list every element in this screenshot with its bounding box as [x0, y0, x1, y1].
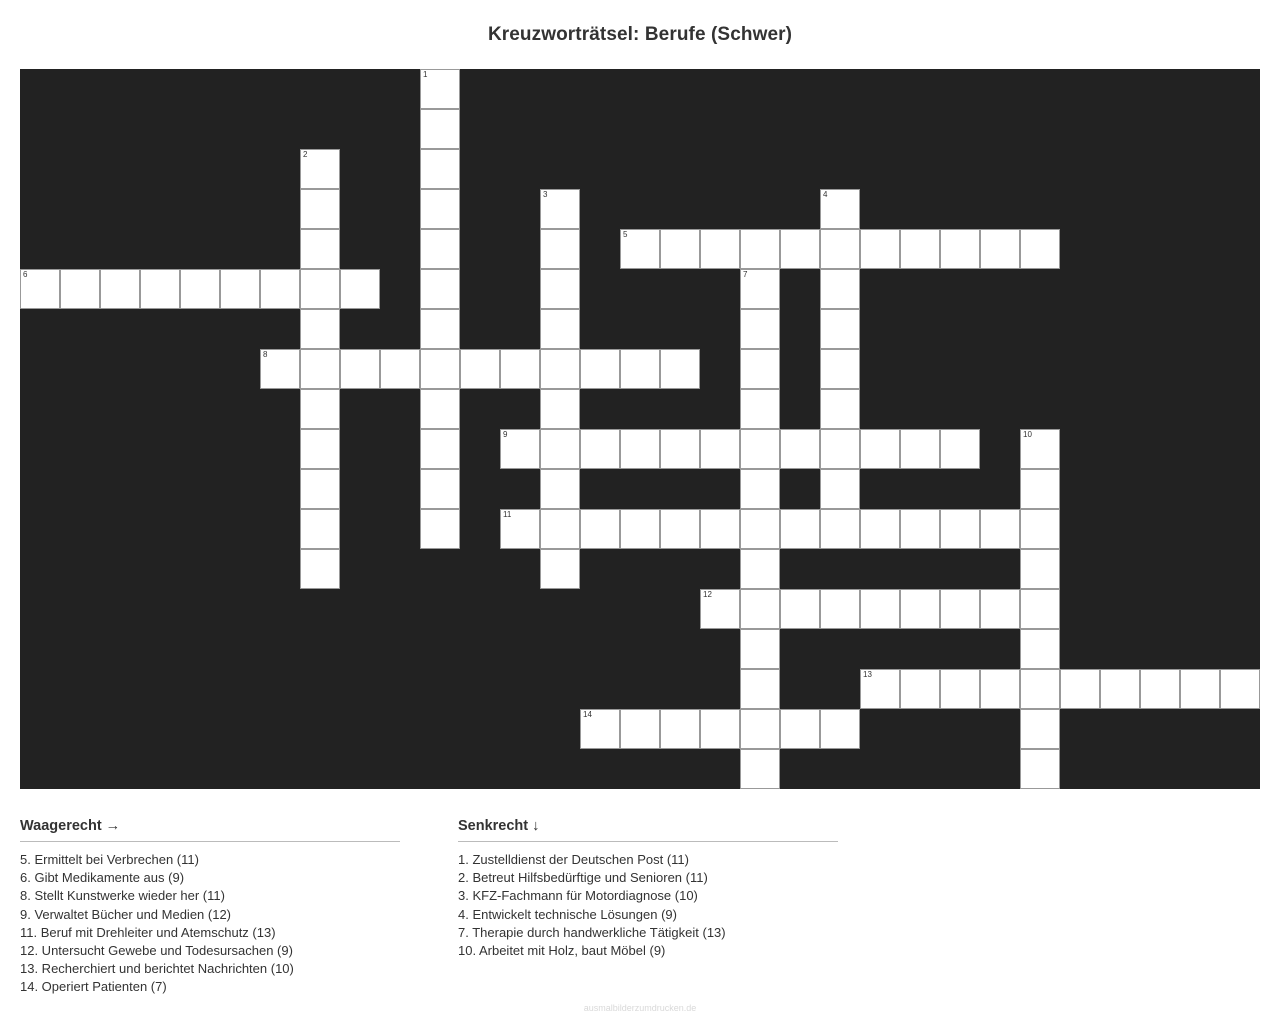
- crossword-cell[interactable]: [660, 709, 700, 749]
- crossword-cell[interactable]: [740, 509, 780, 549]
- crossword-cell[interactable]: [740, 269, 780, 309]
- crossword-cell[interactable]: [540, 549, 580, 589]
- crossword-cell[interactable]: [580, 709, 620, 749]
- crossword-cell[interactable]: [900, 429, 940, 469]
- crossword-cell[interactable]: [1020, 549, 1060, 589]
- crossword-cell[interactable]: [420, 509, 460, 549]
- cell-number: 6: [23, 270, 28, 279]
- cell-number: 10: [1023, 430, 1032, 439]
- clue-item: 13. Recherchiert und berichtet Nachrichten (10): [20, 961, 294, 977]
- crossword-cell[interactable]: [780, 509, 820, 549]
- crossword-cell[interactable]: [980, 669, 1020, 709]
- crossword-cell[interactable]: [220, 269, 260, 309]
- crossword-cell[interactable]: [820, 229, 860, 269]
- cell-number: 12: [703, 590, 712, 599]
- clue-item: 5. Ermittelt bei Verbrechen (11): [20, 852, 199, 867]
- crossword-cell[interactable]: [420, 149, 460, 189]
- crossword-cell[interactable]: [540, 349, 580, 389]
- crossword-cell[interactable]: [820, 269, 860, 309]
- clue-item: 11. Beruf mit Drehleiter und Atemschutz (13): [20, 924, 276, 940]
- clue-item: 8. Stellt Kunstwerke wieder her (11): [20, 888, 225, 904]
- cell-number: 2: [303, 150, 308, 159]
- crossword-cell[interactable]: [740, 469, 780, 509]
- crossword-cell[interactable]: [620, 709, 660, 749]
- crossword-cell[interactable]: [740, 549, 780, 589]
- cell-number: 13: [863, 670, 872, 679]
- clue-item: 7. Therapie durch handwerkliche Tätigkeit (13): [458, 924, 726, 940]
- clue-item: 9. Verwaltet Bücher und Medien (12): [20, 906, 232, 922]
- clue-item: 3. KFZ-Fachmann für Motordiagnose (10): [458, 888, 698, 904]
- crossword-cell[interactable]: [740, 309, 780, 349]
- crossword-cell[interactable]: [340, 349, 380, 389]
- crossword-cell[interactable]: [380, 349, 420, 389]
- crossword-cell[interactable]: [940, 229, 980, 269]
- cell-number: 5: [623, 230, 628, 239]
- crossword-cell[interactable]: [500, 429, 540, 469]
- crossword-cell[interactable]: [420, 109, 460, 149]
- crossword-cell[interactable]: [540, 189, 580, 229]
- clue-item: 12. Untersucht Gewebe und Todesursachen (9): [20, 943, 293, 959]
- crossword-cell[interactable]: [1020, 229, 1060, 269]
- crossword-cell[interactable]: [860, 669, 900, 709]
- crossword-cell[interactable]: [820, 309, 860, 349]
- crossword-cell[interactable]: [780, 229, 820, 269]
- crossword-cell[interactable]: [1140, 669, 1180, 709]
- cell-number: 14: [583, 710, 592, 719]
- clue-item: 4. Entwickelt technische Lösungen (9): [458, 906, 677, 922]
- crossword-cell[interactable]: [300, 189, 340, 229]
- crossword-cell[interactable]: [420, 229, 460, 269]
- crossword-cell[interactable]: [420, 389, 460, 429]
- crossword-cell[interactable]: [740, 429, 780, 469]
- crossword-cell[interactable]: [420, 469, 460, 509]
- crossword-cell[interactable]: [300, 429, 340, 469]
- crossword-cell[interactable]: [620, 509, 660, 549]
- crossword-cell[interactable]: [260, 269, 300, 309]
- crossword-cell[interactable]: [740, 389, 780, 429]
- crossword-cell[interactable]: [300, 309, 340, 349]
- crossword-cell[interactable]: [820, 709, 860, 749]
- crossword-cell[interactable]: [820, 349, 860, 389]
- crossword-cell[interactable]: [100, 269, 140, 309]
- crossword-cell[interactable]: [820, 429, 860, 469]
- crossword-cell[interactable]: [860, 429, 900, 469]
- cell-number: 7: [743, 270, 748, 279]
- crossword-cell[interactable]: [820, 509, 860, 549]
- crossword-cell[interactable]: [740, 709, 780, 749]
- crossword-cell[interactable]: [980, 229, 1020, 269]
- crossword-cell[interactable]: [660, 349, 700, 389]
- crossword-cell[interactable]: [300, 229, 340, 269]
- crossword-cell[interactable]: [580, 509, 620, 549]
- crossword-cell[interactable]: [580, 429, 620, 469]
- clues-across: [20, 818, 400, 997]
- footer-watermark: ausmalbilderzumdrucken.de: [583, 1003, 697, 1013]
- clues-down-heading: Senkrecht ↓: [458, 818, 838, 842]
- crossword-cell[interactable]: [700, 229, 740, 269]
- crossword-cell[interactable]: [1100, 669, 1140, 709]
- crossword-cell[interactable]: [740, 349, 780, 389]
- crossword-cell[interactable]: [340, 269, 380, 309]
- crossword-cell[interactable]: [780, 589, 820, 629]
- crossword-cell[interactable]: [540, 269, 580, 309]
- crossword-cell[interactable]: [300, 269, 340, 309]
- crossword-cell[interactable]: [900, 589, 940, 629]
- crossword-cell[interactable]: [580, 349, 620, 389]
- crossword-cell[interactable]: [980, 509, 1020, 549]
- crossword-cell[interactable]: [300, 349, 340, 389]
- crossword-cell[interactable]: [420, 269, 460, 309]
- crossword-cell[interactable]: [300, 149, 340, 189]
- crossword-cell[interactable]: [620, 429, 660, 469]
- crossword-cell[interactable]: [820, 469, 860, 509]
- crossword-cell[interactable]: [900, 229, 940, 269]
- crossword-cell[interactable]: [180, 269, 220, 309]
- crossword-cell[interactable]: [420, 349, 460, 389]
- crossword-cell[interactable]: [540, 469, 580, 509]
- crossword-cell[interactable]: [1060, 669, 1100, 709]
- crossword-cell[interactable]: [420, 429, 460, 469]
- crossword-cell[interactable]: [1020, 629, 1060, 669]
- cell-number: 8: [263, 350, 268, 359]
- crossword-cell[interactable]: [500, 349, 540, 389]
- crossword-cell[interactable]: [1020, 429, 1060, 469]
- crossword-grid: [20, 69, 1260, 789]
- crossword-cell[interactable]: [1020, 589, 1060, 629]
- crossword-cell[interactable]: [300, 469, 340, 509]
- crossword-cell[interactable]: [540, 429, 580, 469]
- clue-item: 10. Arbeitet mit Holz, baut Möbel (9): [458, 943, 666, 959]
- crossword-cell[interactable]: [140, 269, 180, 309]
- crossword-cell[interactable]: [740, 629, 780, 669]
- clue-item: 1. Zustelldienst der Deutschen Post (11): [458, 852, 689, 867]
- cell-number: 4: [823, 190, 828, 199]
- crossword-cell[interactable]: [300, 509, 340, 549]
- crossword-cell[interactable]: [900, 509, 940, 549]
- crossword-cell[interactable]: [460, 349, 500, 389]
- clues-across-list: [20, 851, 400, 997]
- cell-number: 1: [423, 70, 428, 79]
- crossword-cell[interactable]: [500, 509, 540, 549]
- crossword-cell[interactable]: [1220, 669, 1260, 709]
- crossword-cell[interactable]: [60, 269, 100, 309]
- crossword-cell[interactable]: [820, 389, 860, 429]
- crossword-cell[interactable]: [940, 669, 980, 709]
- crossword-cell[interactable]: [820, 589, 860, 629]
- crossword-cell[interactable]: [740, 749, 780, 789]
- crossword-cell[interactable]: [620, 349, 660, 389]
- crossword-cell[interactable]: [780, 709, 820, 749]
- crossword-cell[interactable]: [540, 229, 580, 269]
- crossword-cell[interactable]: [980, 589, 1020, 629]
- crossword-cell[interactable]: [740, 669, 780, 709]
- crossword-cell[interactable]: [700, 709, 740, 749]
- crossword-cell[interactable]: [700, 589, 740, 629]
- clues-down-list: [458, 851, 838, 960]
- crossword-cell[interactable]: [1020, 509, 1060, 549]
- crossword-cell[interactable]: [1020, 669, 1060, 709]
- crossword-cell[interactable]: [740, 229, 780, 269]
- crossword-cell[interactable]: [940, 589, 980, 629]
- crossword-cell[interactable]: [420, 309, 460, 349]
- crossword-cell[interactable]: [540, 509, 580, 549]
- crossword-cell[interactable]: [860, 589, 900, 629]
- crossword-cell[interactable]: [1180, 669, 1220, 709]
- crossword-cell[interactable]: [1020, 709, 1060, 749]
- crossword-cell[interactable]: [820, 189, 860, 229]
- crossword-cell[interactable]: [20, 269, 60, 309]
- crossword-cell[interactable]: [660, 229, 700, 269]
- crossword-cell[interactable]: [860, 229, 900, 269]
- crossword-cell[interactable]: [540, 389, 580, 429]
- cell-number: 9: [503, 430, 508, 439]
- clues-down: [458, 818, 838, 997]
- crossword-cell[interactable]: [900, 669, 940, 709]
- clue-item: 6. Gibt Medikamente aus (9): [20, 870, 185, 886]
- crossword-cell[interactable]: [420, 69, 460, 109]
- clue-item: 2. Betreut Hilfsbedürftige und Senioren (11): [458, 870, 708, 886]
- crossword-cell[interactable]: [260, 349, 300, 389]
- clue-item: 14. Operiert Patienten (7): [20, 979, 167, 995]
- crossword-cell[interactable]: [1020, 749, 1060, 789]
- crossword-cell[interactable]: [700, 509, 740, 549]
- crossword-cell[interactable]: [940, 429, 980, 469]
- clues-section: [20, 818, 1260, 997]
- crossword-cell[interactable]: [540, 309, 580, 349]
- crossword-cell[interactable]: [420, 189, 460, 229]
- cell-number: 11: [503, 510, 512, 519]
- page-title: Kreuzworträtsel: Berufe (Schwer): [487, 24, 793, 45]
- crossword-cell[interactable]: [780, 429, 820, 469]
- cell-number: 3: [543, 190, 548, 199]
- crossword-cell[interactable]: [1020, 469, 1060, 509]
- crossword-cell[interactable]: [740, 589, 780, 629]
- crossword-cell[interactable]: [700, 429, 740, 469]
- clues-across-heading: Waagerecht →: [20, 818, 400, 842]
- crossword-cell[interactable]: [660, 509, 700, 549]
- crossword-cell[interactable]: [660, 429, 700, 469]
- crossword-cell[interactable]: [300, 549, 340, 589]
- crossword-cell[interactable]: [620, 229, 660, 269]
- crossword-cell[interactable]: [860, 509, 900, 549]
- crossword-cell[interactable]: [940, 509, 980, 549]
- crossword-cell[interactable]: [300, 389, 340, 429]
